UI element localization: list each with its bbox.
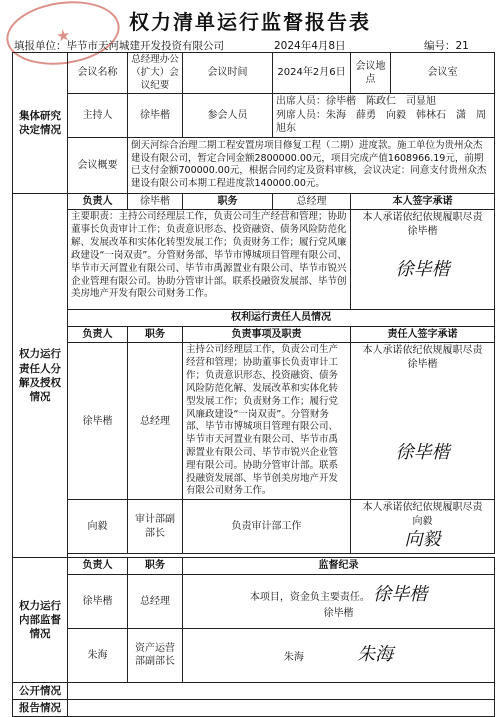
- commit-cell: [351, 210, 495, 310]
- person-duty: 主持公司经理层工作，负责公司生产经营和管理；协助董事长负责审计工作；负责意识形态、投资融资、债务风险防范化解、发展改革和实体化转型发展工作；负责财务工作；履行党风廉政建设“一岗双责”。分管财务部、毕节市博城项目管理有限公司、毕节市天河置业有限公司、毕节市禹源置业有限公司、毕节市锐兴企业管理有限公司。协助分管审计部。联系投融资发展部、毕节创美房地产开发有限公司财务工作。: [183, 343, 351, 500]
- attendees-label: 参会人员: [183, 94, 273, 138]
- report-label: 报告情况: [13, 700, 68, 717]
- person-name: 向毅: [68, 500, 128, 554]
- meeting-place-label: 会议地点: [351, 53, 391, 94]
- commit-label: 本人签字承诺: [351, 193, 495, 210]
- table-row: [13, 343, 495, 500]
- person-name: 徐毕楷: [68, 343, 128, 500]
- fill-unit: 填报单位：毕节市天河城建开发投资有限公司: [14, 40, 224, 52]
- sup-name: 朱海: [68, 628, 128, 682]
- meeting-summary: 倒天河综合治理二期工程安置房项目修复工程（二期）进度款。施工单位为贵州众杰建设有限公司，暂定合同金额2800000.00元，项目完成产值1608966.19元，前期已支付金额700000.00元，根据合同约定及资料审核，会议决定：同意支付贵州众杰建设有限公司本期工程进度款140000.00元。: [128, 137, 495, 193]
- person-position: 总经理: [128, 343, 183, 500]
- person-signature: 徐毕楷: [395, 442, 450, 464]
- person-commit-name: 向毅: [412, 515, 433, 527]
- sup-col-position: 职务: [128, 558, 183, 575]
- attendees: [273, 94, 495, 138]
- sup-record: [183, 628, 495, 682]
- table-row: [13, 628, 495, 682]
- person-duty: 负责审计部工作: [183, 500, 351, 554]
- sup-record-name: 徐毕楷: [323, 607, 354, 619]
- sup-col-record: 监督纪录: [183, 558, 495, 575]
- main-duties: 主要职责：主持公司经理层工作，负责公司生产经营和管理；协助董事长负责审计工作；负责意识形态、投资融资、债务风险防范化解、发展改革和实体化转型发展工作；负责财务工作；履行党风廉政建设“一岗双责”。分管财务部、毕节市博城项目管理有限公司、毕节市天河置业有限公司、毕节市禹源置业有限公司、毕节市锐兴企业管理有限公司。协助分管审计部。联系投融资发展部、毕节创美房地产开发有限公司财务工作。: [68, 210, 351, 310]
- report-title: 权力清单运行监督报告表: [129, 10, 371, 34]
- col-position: 职务: [128, 326, 183, 343]
- meeting-name-label: 会议名称: [68, 53, 128, 94]
- col-commit: 责任人签字承诺: [351, 326, 495, 343]
- position-value: 总经理: [273, 193, 351, 210]
- meeting-place: 会议室: [391, 53, 495, 94]
- person-commit-text: 本人承诺依纪依规履职尽责: [362, 345, 483, 357]
- sub-title: 权利运行责任人员情况: [68, 310, 495, 327]
- head-label: 负责人: [68, 193, 128, 210]
- meeting-time: 2024年2月6日: [273, 53, 351, 94]
- person-commit: [351, 343, 495, 500]
- sup-col-head: 负责人: [68, 558, 128, 575]
- signature: 徐毕楷: [395, 259, 450, 281]
- report-table: [12, 52, 495, 717]
- commit-name: 徐毕楷: [407, 225, 438, 237]
- person-commit-text: 本人承诺依纪依规履职尽责: [362, 502, 483, 514]
- table-row: [13, 574, 495, 628]
- sup-signature: 徐毕楷: [373, 583, 428, 605]
- host-label: 主持人: [68, 94, 128, 138]
- section-supervision: 权力运行内部监督情况: [13, 558, 68, 683]
- meeting-time-label: 会议时间: [183, 53, 273, 94]
- report-meta: [14, 38, 494, 53]
- attendees-present: 出席人员：徐毕楷 陈政仁 司显旭: [276, 96, 436, 108]
- person-signature: 向毅: [404, 529, 441, 551]
- table-row: [13, 500, 495, 554]
- sup-position: 资产运营部副部长: [128, 628, 183, 682]
- commit-text: 本人承诺依纪依规履职尽责: [362, 212, 483, 224]
- person-commit-name: 徐毕楷: [407, 358, 438, 370]
- sup-record-text: 本项目，资金负主要责任。: [249, 591, 370, 603]
- sup-position: 总经理: [128, 574, 183, 628]
- public-label: 公开情况: [13, 682, 68, 699]
- col-head: 负责人: [68, 326, 128, 343]
- person-commit: [351, 500, 495, 554]
- fill-date: 2024年4月8日: [274, 40, 346, 52]
- report-value: [68, 700, 495, 717]
- sup-record-text: 朱海: [283, 652, 304, 664]
- head-name: 徐毕楷: [128, 193, 183, 210]
- serial-number: 编号：21: [424, 40, 469, 52]
- col-duty: 负责事项及职责: [183, 326, 351, 343]
- public-value: [68, 682, 495, 699]
- sup-name: 徐毕楷: [68, 574, 128, 628]
- section-collective-decision: 集体研究决定情况: [13, 53, 68, 194]
- host-name: 徐毕楷: [128, 94, 183, 138]
- meeting-name: 总经理办公（扩大）会议纪要: [128, 53, 183, 94]
- section-responsibility: 权力运行责任人分解及授权情况: [13, 193, 68, 558]
- position-label: 职务: [183, 193, 273, 210]
- person-position: 审计部副部长: [128, 500, 183, 554]
- seal-star-icon: ★: [54, 25, 72, 46]
- attendees-observers: 列席人员：朱海 薛勇 向毅 韩林石 潇 周旭东: [276, 109, 486, 135]
- sup-record: [183, 574, 495, 628]
- summary-label: 会议概要: [68, 137, 128, 193]
- sup-signature: 朱海: [357, 644, 394, 666]
